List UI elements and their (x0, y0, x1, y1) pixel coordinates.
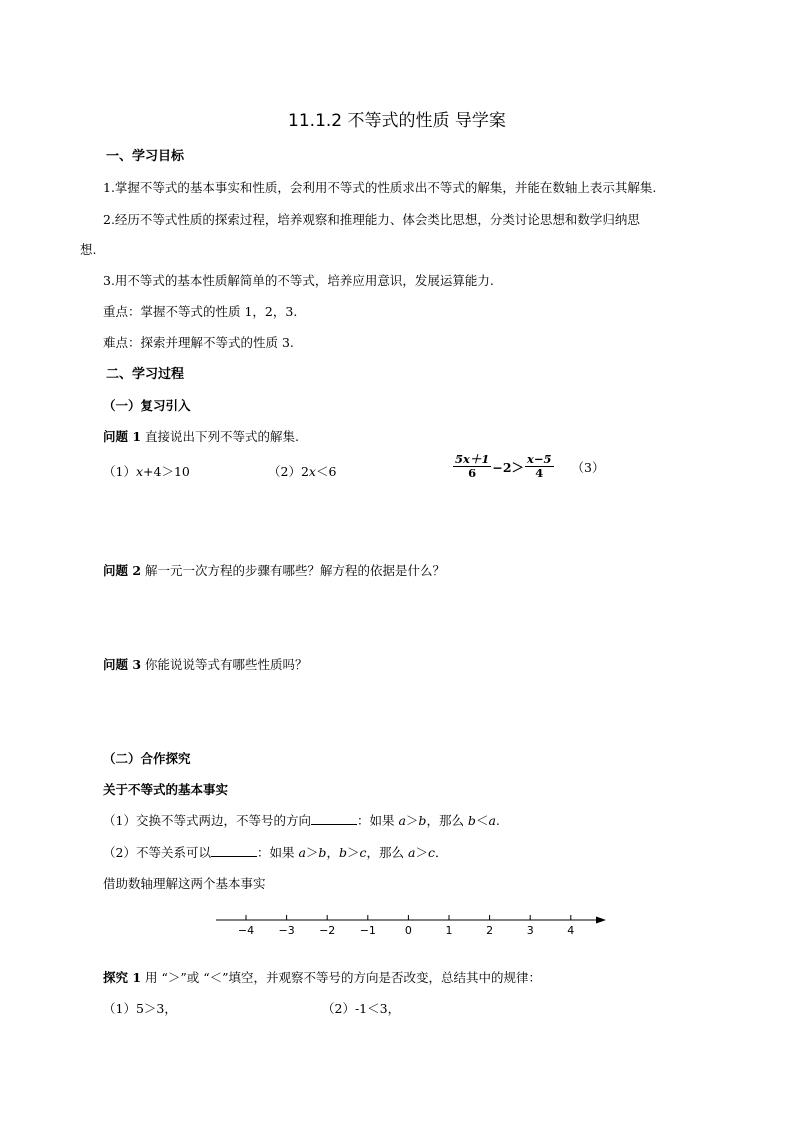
fact-1-var-b: b (418, 813, 427, 828)
fact-1-blank[interactable] (311, 813, 357, 825)
fact-1 (103, 811, 500, 829)
fact-2-text-b: ：如果 (256, 845, 299, 860)
q1-item-3-label: （3） (571, 459, 605, 475)
question-2-text: 解一元一次方程的步骤有哪些？解方程的依据是什么？ (141, 563, 446, 578)
difficulty: 难点：探索并理解不等式的性质 3. (103, 335, 294, 350)
section2-heading: 二、学习过程 (106, 367, 185, 382)
fact-1-text-b: ：如果 (356, 813, 399, 828)
explore-1 (103, 968, 541, 986)
fraction-2-numerator: x−5 (527, 452, 552, 466)
fact-1-text-a: （1）交换不等式两边，不等号的方向 (103, 813, 311, 828)
fact-2 (103, 843, 447, 861)
question-1-label: 问题 1 (103, 429, 142, 444)
fact-2-op-2: ＞ (346, 845, 360, 860)
question-2 (103, 561, 445, 579)
document-title: 11.1.2 不等式的性质 导学案 (288, 111, 506, 131)
fact-2-var-a2: a (407, 845, 416, 860)
number-line-tick-label: −3 (278, 924, 295, 937)
fraction-1-denominator: 6 (468, 466, 477, 480)
fraction-2 (525, 453, 554, 480)
goal-2-line-1: 2.经历不等式性质的探索过程，培养观察和推理能力、体会类比思想，分类讨论思想和数学归纳思 (103, 212, 640, 227)
numberline-intro: 借助数轴理解这两个基本事实 (103, 876, 266, 891)
explore-1-item-1: （1）5＞3， (103, 1001, 177, 1016)
fraction-1-numerator: 5x＋1 (455, 452, 490, 466)
number-line-ticks (238, 915, 574, 937)
q1-item-3 (453, 453, 604, 480)
fact-1-period: . (495, 813, 500, 828)
question-3-text: 你能说说等式有哪些性质吗？ (141, 657, 308, 672)
fact-2-text-a: （2）不等关系可以 (103, 845, 211, 860)
fact-2-var-b2: b (338, 845, 347, 860)
explore-1-text: 用 “＞”或 “＜”填空，并观察不等号的方向是否改变，总结其中的规律： (141, 970, 542, 985)
fact-2-var-c: c (359, 845, 367, 860)
explore-1-label: 探究 1 (103, 970, 142, 985)
number-line-tick-label: 3 (526, 924, 534, 937)
q1-item-2-prefix: （2）2 (268, 464, 309, 479)
fact-1-var-a2: a (488, 813, 496, 828)
q1-item-1-prefix: （1） (103, 464, 136, 479)
part2-heading: （二）合作探究 (103, 751, 191, 766)
number-line-tick-label: −4 (237, 924, 255, 937)
number-line-tick-label: 0 (404, 924, 412, 937)
fact-1-op-1: ＞ (405, 813, 419, 828)
key-point: 重点：掌握不等式的性质 1，2，3. (103, 304, 298, 319)
fraction-2-denominator: 4 (535, 466, 544, 480)
basic-facts-heading: 关于不等式的基本事实 (103, 782, 229, 797)
goal-2-line-2: 想. (80, 242, 97, 257)
number-line (210, 908, 610, 938)
question-2-label: 问题 2 (103, 563, 142, 578)
fact-2-text-c: ，那么 (366, 845, 408, 860)
question-1-text: 直接说出下列不等式的解集. (141, 429, 300, 444)
question-3 (103, 655, 308, 673)
goal-3: 3.用不等式的基本性质解简单的不等式，培养应用意识，发展运算能力. (103, 273, 494, 288)
fact-1-op-2: ＜ (475, 813, 489, 828)
explore-1-item-2: （2）-1＜3， (322, 1001, 401, 1016)
q1-item-1-var: x (135, 464, 144, 479)
goal-1: 1.掌握不等式的基本事实和性质，会利用不等式的性质求出不等式的解集，并能在数轴上表示其解集. (103, 180, 657, 195)
question-3-label: 问题 3 (103, 657, 142, 672)
fact-2-var-c2: c (427, 845, 435, 860)
fact-1-var-a: a (398, 813, 406, 828)
number-line-tick-label: −1 (359, 924, 376, 937)
fact-2-var-b: b (318, 845, 327, 860)
number-line-tick-label: −2 (319, 924, 336, 937)
fact-2-op-3: ＞ (415, 845, 428, 860)
number-line-tick-label: 1 (445, 924, 453, 937)
fact-2-comma: ， (326, 845, 339, 860)
q1-item-1-rest: +4＞10 (143, 464, 190, 479)
number-line-tick-label: 4 (567, 924, 575, 937)
fact-2-period: ． (434, 845, 448, 860)
fact-2-var-a: a (298, 845, 306, 860)
question-1 (103, 427, 299, 445)
number-line-arrow-icon (596, 917, 606, 924)
part1-heading: （一）复习引入 (103, 398, 191, 413)
fact-1-var-b2: b (467, 813, 476, 828)
q1-item-2-var: x (308, 464, 316, 479)
fraction-1 (453, 453, 491, 480)
fact-2-blank[interactable] (211, 845, 257, 857)
number-line-tick-label: 2 (486, 924, 494, 937)
q1-item-3-middle: −2＞ (492, 459, 525, 475)
q1-item-1 (103, 462, 190, 480)
section1-heading: 一、学习目标 (106, 149, 185, 164)
q1-item-2-rest: ＜6 (315, 464, 337, 479)
fact-1-text-c: ，那么 (426, 813, 468, 828)
q1-item-2 (268, 462, 336, 480)
fact-2-op-1: ＞ (305, 845, 319, 860)
